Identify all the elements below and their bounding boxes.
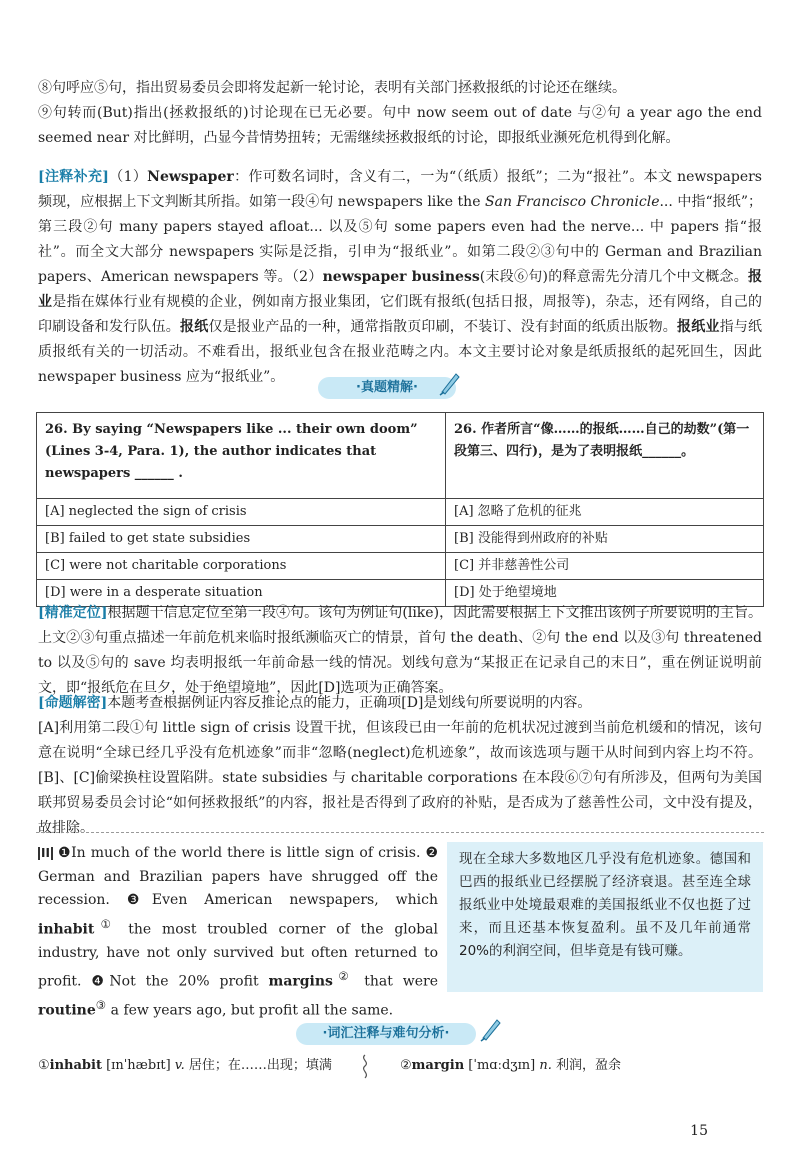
binding-spiral-icon xyxy=(358,1054,372,1080)
locate-label: [精准定位] xyxy=(38,605,108,621)
decode-label: [命题解密] xyxy=(38,695,108,711)
question-decode: [命题解密]本题考查根据例证内容反推论点的能力，正确项[D]是划线句所要说明的内容。 xyxy=(38,695,592,711)
question-en: 26. By saying “Newspapers like ... their own doom” (Lines 3-4, Para. 1), the author indicates that newspapers ______ . xyxy=(37,413,446,499)
decode-detail: [A]利用第二段①句 little sign of crisis 设置干扰，但该段已由一年前的危机状况过渡到当前危机缓和的情况，该句意在说明“全球已经几乎没有危机迹象”而非“忽略(neglect)危机迹象”，故而该选项与题干从时间到内容上均不符。[B]、[C]偷梁换柱设置陷阱。state subsidies 与 charitable corporations 在本段⑥⑦句有所涉及，但两句为美国联邦贸易委员会讨论“如何拯救报纸”的内容，报社是否得到了政府的补贴，是否成为了慈善性公司，文中没有提及，故排除。 xyxy=(38,720,762,836)
option-d-en: [D] were in a desperate situation xyxy=(37,580,446,607)
pen-icon-2 xyxy=(479,1016,503,1042)
option-b-zh: [B] 没能得到州政府的补贴 xyxy=(446,526,764,553)
vocab-item-1: ①inhabit [ɪnˈhæbɪt] v. 居住；在……出现；填满 xyxy=(38,1058,332,1073)
paragraph-roman-numeral: II xyxy=(38,847,53,860)
analysis-sentence-9: ⑨句转而(But)指出(拯救报纸的)讨论现在已无必要。句中 now seem out of date 与②句 a year ago the end seemed near 对比鲜明，凸显今昔情势扭转；无需继续拯救报纸的讨论，即报纸业濒死危机得到化解。 xyxy=(38,105,762,146)
option-a-zh: [A] 忽略了危机的征兆 xyxy=(446,499,764,526)
section-banner-exam: ·真题精解· xyxy=(318,377,456,399)
precise-location: [精准定位]根据题干信息定位至第一段④句。该句为例证句(like)，因此需要根据上下文推出该例子所要说明的主旨。上文②③句重点描述一年前危机来临时报纸濒临灭亡的情景，首句 the death、②句 the end 以及③句 threatened to 以及⑤句的 save 均表明报纸一年前命悬一线的情况。划线句意为“某报正在记录自己的末日”，重在例证说明前文，即“报纸危在旦夕，处于绝望境地”，因此[D]选项为正确答案。 xyxy=(38,605,762,696)
analysis-sentence-8: ⑧句呼应⑤句，指出贸易委员会即将发起新一轮讨论，表明有关部门拯救报纸的讨论还在继续。 xyxy=(38,80,626,96)
pen-icon xyxy=(438,370,462,396)
option-d-zh: [D] 处于绝望境地 xyxy=(446,580,764,607)
note-label: [注释补充] xyxy=(38,169,109,185)
vocab-item-2: ②margin [ˈmɑːdʒɪn] n. 利润，盈余 xyxy=(400,1058,622,1073)
question-zh: 26. 作者所言“像……的报纸……自己的劫数”(第一段第三、四行)，是为了表明报纸______。 xyxy=(446,413,764,499)
translation-box: 现在全球大多数地区几乎没有危机迹象。德国和巴西的报纸业已经摆脱了经济衰退。甚至连全球报纸业中处境最艰难的美国报纸业不仅也挺了过来，而且还基本恢复盈利。虽不及几年前通常20%的利润空间，但毕竟是有钱可赚。 xyxy=(447,842,763,992)
page-number: 15 xyxy=(690,1123,708,1139)
option-c-en: [C] were not charitable corporations xyxy=(37,553,446,580)
section-banner-vocab: ·词汇注释与难句分析· xyxy=(296,1023,476,1045)
question-table xyxy=(36,412,764,607)
dashed-divider xyxy=(36,832,764,833)
option-a-en: [A] neglected the sign of crisis xyxy=(37,499,446,526)
passage-paragraph-2: II ❶In much of the world there is little sign of crisis. ❷ German and Brazilian papers have shrugged off the recession. ❸Even American newspapers, which inhabit① the most troubled corner of the global industry, have not only survived but often returned to profit. ❹Not the 20% profit margins② that were routine③ a few years ago, but profit all the same. xyxy=(38,845,439,1019)
option-c-zh: [C] 并非慈善性公司 xyxy=(446,553,764,580)
note-supplement: [注释补充]（1）Newspaper：作可数名词时，含义有二，一为“（纸质）报纸”；二为“报社”。本文 newspapers 频现，应根据上下文判断其所指。如第一段④句 newspapers like the San Francisco Chronicle... 中指“报纸”；第三段②句 many papers stayed afloat... 以及⑤句 some papers even had the nerve... 中 papers 指“报社”。而全文大部分 newspapers 实际是泛指，引申为“报纸业”。如第二段②③句中的 German and Brazilian papers、American newspapers 等。（2）newspaper business(末段⑥句)的释意需先分清几个中文概念。报业是指在媒体行业有规模的企业，例如南方报业集团，它们既有报纸(包括日报，周报等)，杂志，还有网络，自己的印刷设备和发行队伍。报纸仅是报业产品的一种，通常指散页印刷，不装订、没有封面的纸质出版物。报纸业指与纸质报纸有关的一切活动。不难看出，报纸业包含在报业范畴之内。本文主要讨论对象是纸质报纸的起死回生，因此 newspaper business 应为“报纸业”。 xyxy=(38,169,763,385)
option-b-en: [B] failed to get state subsidies xyxy=(37,526,446,553)
